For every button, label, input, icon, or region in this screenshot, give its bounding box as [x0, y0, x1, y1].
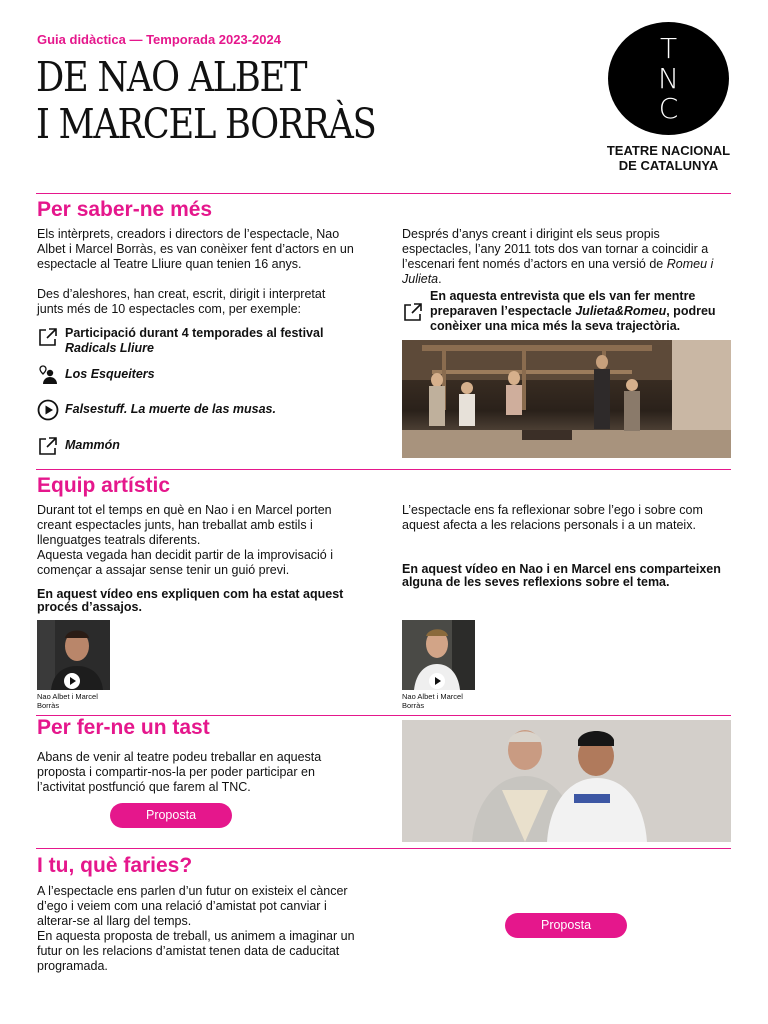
- list-item-mammon[interactable]: [37, 435, 367, 457]
- logo-letter-n: N: [658, 61, 679, 95]
- list-item-esqueiters[interactable]: [37, 364, 367, 386]
- list-item-falsestuff[interactable]: [37, 399, 367, 421]
- logo-text-line-1: TEATRE NACIONAL: [606, 143, 731, 158]
- saber-right-paragraph: [402, 227, 732, 287]
- play-circle-icon[interactable]: [63, 672, 81, 690]
- video-caption-right: Nao Albet i Marcel Borràs: [402, 692, 463, 710]
- proposta-button-tast[interactable]: Proposta: [110, 803, 232, 828]
- stage-scene-image: [402, 340, 731, 458]
- external-link-icon: [37, 326, 59, 348]
- saber-paragraph-1: Els intèrprets, creadors i directors de l’espectacle, Nao Albet i Marcel Borràs, es van conèixer fent d’actors en un espectacle al Teatre Lliure quan tenien 16 anys.: [37, 227, 354, 271]
- list-item-radicals-text: Participació durant 4 temporades al festival: [65, 326, 324, 340]
- guide-kicker: Guia didàctica — Temporada 2023-2024: [37, 32, 281, 47]
- section-divider: [36, 193, 731, 194]
- interview-text-b: , podreu conèixer una mica més la seva trajectòria.: [430, 304, 716, 333]
- tnc-logo-text: [600, 143, 737, 173]
- saber-right-text: Després d’anys creant i dirigint els seus propis espectacles, l’any 2011 tots dos van tornar a coincidir a l’escenari fent només d’actors en una versió de: [402, 227, 709, 271]
- list-item-falsestuff-text: Falsestuff. La muerte de las musas.: [65, 402, 276, 416]
- faries-paragraph-1: A l’espectacle ens parlen d’un futur on existeix el càncer d’ego i veiem com una relació d’amistat pot canviar i alterar-se al llarg del temps.: [37, 884, 348, 928]
- video-thumbnail-right[interactable]: [402, 620, 475, 690]
- section-heading-equip: Equip artístic: [37, 474, 171, 497]
- logo-letter-t: T: [659, 31, 678, 65]
- section-heading-saber: Per saber-ne més: [37, 198, 213, 221]
- external-link-icon: [402, 301, 424, 323]
- logo-letter-c: C: [658, 91, 679, 125]
- proposta-button-faries[interactable]: Proposta: [505, 913, 627, 938]
- section-divider: [36, 469, 731, 470]
- equip-video-text-left: En aquest vídeo ens expliquen com ha estat aquest procés d’assajos.: [37, 587, 344, 614]
- equip-right-paragraph: L’espectacle ens fa reflexionar sobre l’ego i sobre com aquest afecta a les relacions personals i a un mateix.: [402, 503, 703, 532]
- stage-photo[interactable]: [402, 340, 731, 458]
- interview-text: [430, 289, 730, 334]
- saber-right-text-end: .: [438, 272, 442, 286]
- external-link-icon: [37, 435, 59, 457]
- interview-show-title: Julieta&Romeu: [575, 304, 667, 318]
- page-title: [36, 54, 375, 148]
- title-line-1: DE NAO ALBET: [36, 53, 307, 101]
- section-heading-tast: Per fer-ne un tast: [37, 716, 210, 739]
- saber-paragraph-2: Des d’aleshores, han creat, escrit, dirigit i interpretat junts més de 10 espectacles com, per exemple:: [37, 287, 326, 316]
- section-divider: [36, 848, 731, 849]
- faries-paragraph-2: En aquesta proposta de treball, us animem a imaginar un futur on les relacions d’amistat tenen data de caducitat programada.: [37, 929, 355, 973]
- section-heading-faries: I tu, què faries?: [37, 854, 193, 877]
- list-item-radicals[interactable]: [37, 326, 367, 356]
- video-thumbnail-left[interactable]: [37, 620, 110, 690]
- tast-paragraph: Abans de venir al teatre podeu treballar en aquesta proposta i compartir-nos-la per poder participar en l’activitat postfunció que farem al TNC.: [37, 750, 322, 794]
- equip-video-text-right: En aquest vídeo en Nao i en Marcel ens comparteixen alguna de les seves reflexions sobre el tema.: [402, 562, 721, 589]
- person-location-icon: [37, 364, 59, 386]
- actors-photo[interactable]: [402, 720, 731, 842]
- list-item-esqueiters-text: Los Esqueiters: [65, 367, 155, 381]
- actors-portrait-image: [402, 720, 731, 842]
- play-circle-icon: [37, 399, 59, 421]
- interview-link[interactable]: [402, 289, 732, 334]
- interview-text-a: En aquesta entrevista que els van fer mentre preparaven l’espectacle: [430, 289, 696, 318]
- play-circle-icon[interactable]: [428, 672, 446, 690]
- title-line-2: I MARCEL BORRÀS: [36, 100, 376, 148]
- list-item-radicals-italic: Radicals Lliure: [65, 341, 154, 355]
- equip-paragraph-1: Durant tot el temps en què en Nao i en Marcel porten creant espectacles junts, han treballat amb estils i llenguatges teatrals diferents.: [37, 503, 332, 547]
- romeu-julieta-title: Romeu i Julieta: [402, 257, 714, 286]
- list-item-mammon-text: Mammón: [65, 438, 120, 452]
- equip-paragraph-2: Aquesta vegada han decidit partir de la improvisació i començar a assajar sense tenir un guió previ.: [37, 548, 334, 577]
- video-caption-left: Nao Albet i Marcel Borràs: [37, 692, 98, 710]
- tnc-logo[interactable]: [608, 22, 729, 135]
- logo-text-line-2: DE CATALUNYA: [618, 158, 719, 173]
